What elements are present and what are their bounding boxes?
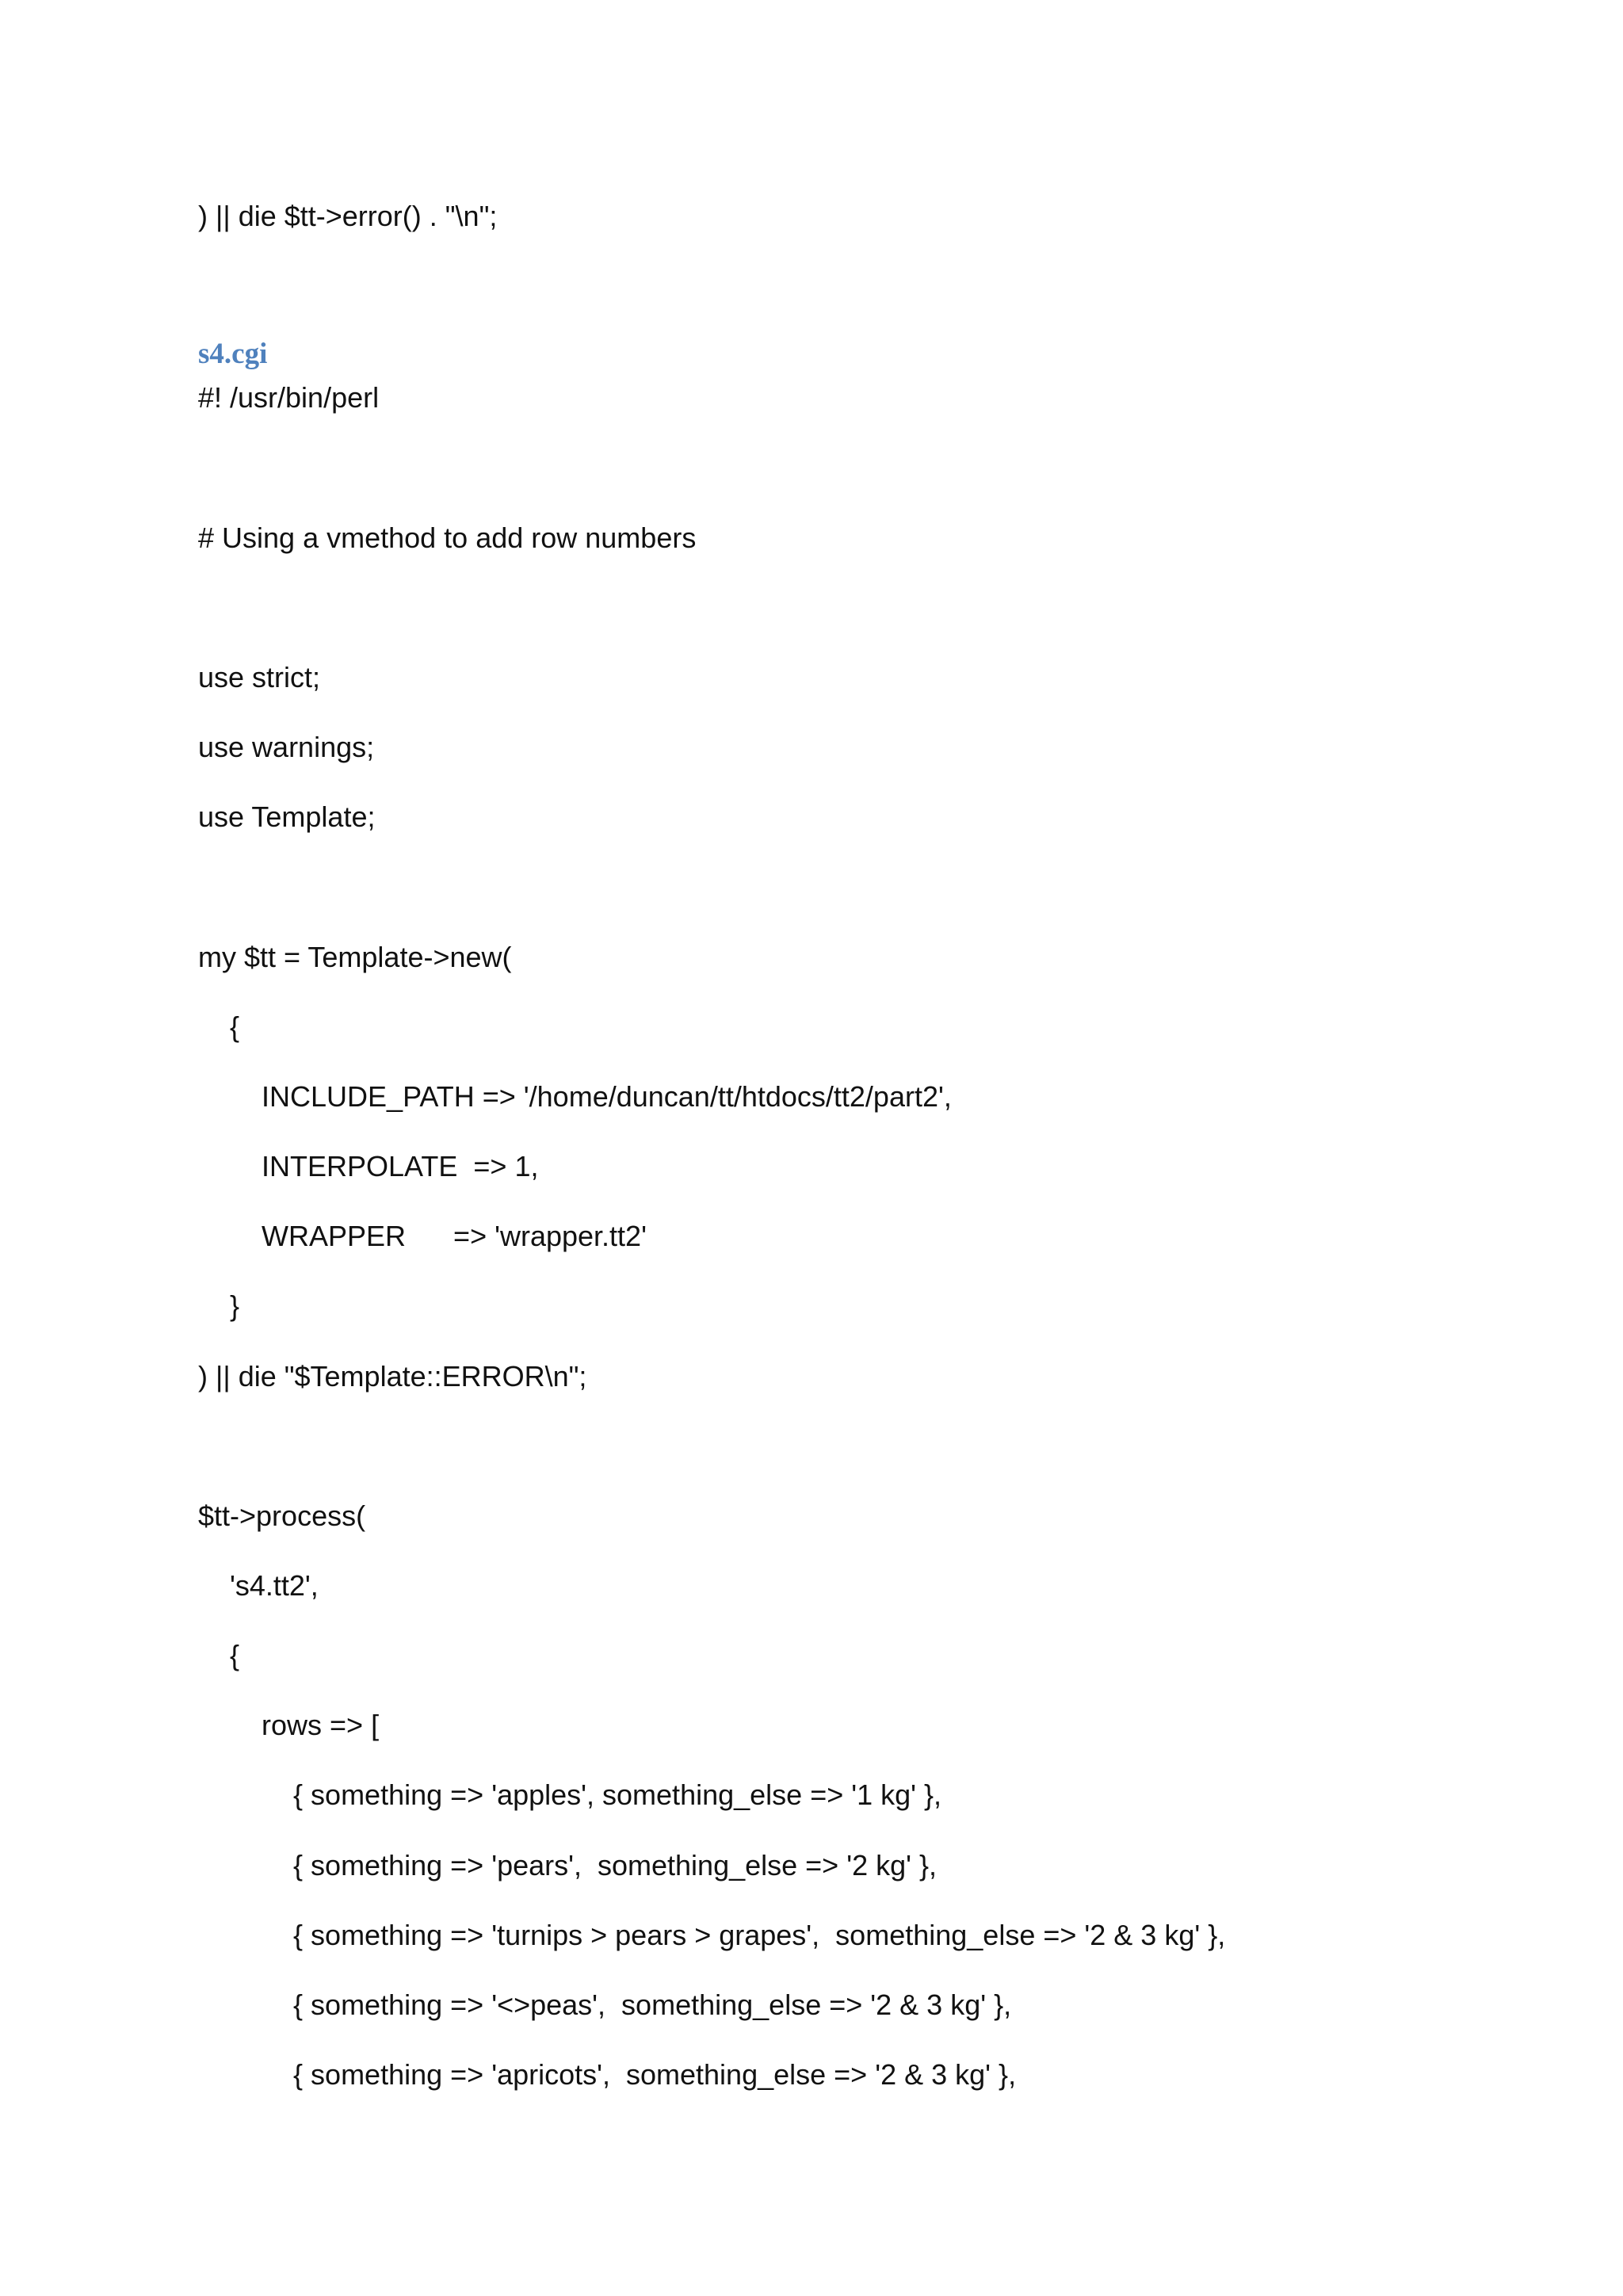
code-line: # Using a vmethod to add row numbers	[198, 521, 697, 554]
code-line: ) || die $tt->error() . "\n";	[198, 200, 498, 232]
section-heading: s4.cgi	[198, 338, 268, 370]
code-line: rows => [	[198, 1709, 380, 1741]
code-line: use warnings;	[198, 731, 375, 763]
code-line: $tt->process(	[198, 1499, 366, 1532]
code-line: { something => '<>peas', something_else => '2 & 3 kg' },	[198, 1988, 1012, 2021]
code-line: { something => 'apples', something_else => '1 kg' },	[198, 1778, 942, 1811]
code-line: {	[198, 1639, 240, 1671]
code-line: ) || die "$Template::ERROR\n";	[198, 1360, 587, 1392]
code-line: INCLUDE_PATH => '/home/duncan/tt/htdocs/tt2/part2',	[198, 1080, 952, 1113]
code-line: {	[198, 1010, 240, 1043]
code-line: my $tt = Template->new(	[198, 941, 512, 973]
code-line: { something => 'turnips > pears > grapes', something_else => '2 & 3 kg' },	[198, 1919, 1226, 1951]
code-line: WRAPPER => 'wrapper.tt2'	[198, 1220, 647, 1252]
code-line: use Template;	[198, 800, 376, 833]
code-line: 's4.tt2',	[198, 1569, 319, 1602]
code-line: #! /usr/bin/perl	[198, 381, 380, 414]
code-line: }	[198, 1289, 240, 1322]
code-line: INTERPOLATE => 1,	[198, 1150, 539, 1182]
code-line: { something => 'apricots', something_else => '2 & 3 kg' },	[198, 2058, 1017, 2091]
code-line: { something => 'pears', something_else => '2 kg' },	[198, 1849, 938, 1881]
code-line: use strict;	[198, 661, 321, 693]
